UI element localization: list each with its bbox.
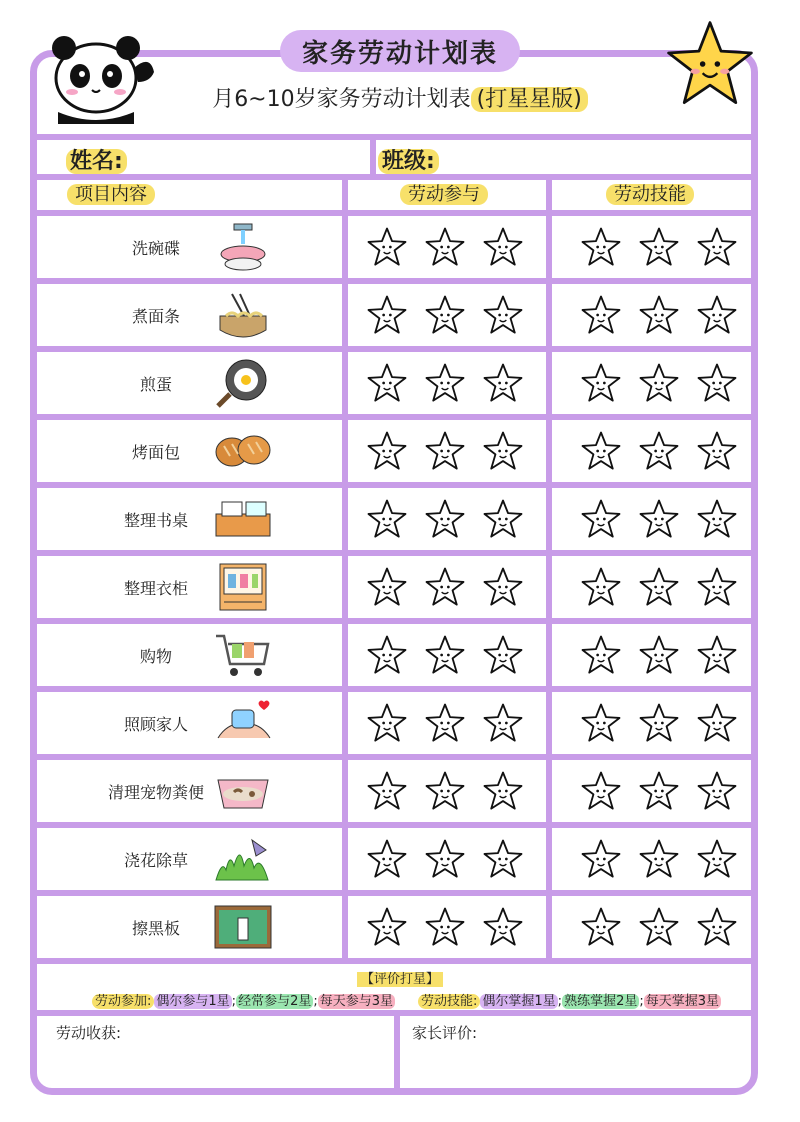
pet-tray-icon	[212, 766, 274, 816]
skill-legend: 劳动技能: 偶尔掌握1星 ; 熟练掌握2星 ; 每天掌握3星	[418, 990, 721, 1009]
skill-star-icon[interactable]	[696, 430, 738, 476]
participation-star-icon[interactable]	[366, 634, 408, 680]
parent-comment-field[interactable]: 家长评价:	[412, 1024, 478, 1042]
participation-star-icon[interactable]	[366, 566, 408, 612]
skill-star-icon[interactable]	[696, 838, 738, 884]
participation-star-icon[interactable]	[482, 566, 524, 612]
info-divider	[370, 140, 376, 174]
task-label: 整理书桌	[123, 511, 188, 530]
participation-star-icon[interactable]	[366, 838, 408, 884]
skill-star-icon[interactable]	[580, 226, 622, 272]
skill-star-icon[interactable]	[696, 634, 738, 680]
panda-icon	[48, 28, 158, 124]
bread-icon	[212, 426, 274, 476]
participation-star-icon[interactable]	[482, 770, 524, 816]
table-row	[36, 624, 754, 692]
skill-stars	[580, 770, 738, 816]
skill-star-icon[interactable]	[696, 566, 738, 612]
participation-star-icon[interactable]	[424, 634, 466, 680]
wardrobe-icon	[212, 562, 274, 612]
participation-stars	[366, 226, 524, 272]
participation-star-icon[interactable]	[482, 838, 524, 884]
skill-stars	[580, 566, 738, 612]
table-row	[36, 488, 754, 556]
smiling-star-icon	[664, 18, 756, 110]
skill-star-icon[interactable]	[696, 702, 738, 748]
participation-star-icon[interactable]	[366, 906, 408, 952]
skill-stars	[580, 906, 738, 952]
skill-star-icon[interactable]	[580, 294, 622, 340]
header-participation: 劳动参与	[342, 180, 546, 206]
participation-stars	[366, 566, 524, 612]
skill-star-icon[interactable]	[696, 498, 738, 544]
caring-hands-icon	[212, 698, 274, 748]
participation-stars	[366, 770, 524, 816]
table-row	[36, 284, 754, 352]
page-title: 家务劳动计划表	[280, 30, 520, 72]
participation-stars	[366, 702, 524, 748]
table-row	[36, 420, 754, 488]
skill-star-icon[interactable]	[638, 294, 680, 340]
participation-stars	[366, 838, 524, 884]
plan-table	[36, 176, 754, 964]
table-header	[36, 176, 754, 216]
participation-star-icon[interactable]	[424, 906, 466, 952]
footer-column-divider	[394, 1016, 400, 1092]
skill-star-icon[interactable]	[580, 702, 622, 748]
skill-stars	[580, 226, 738, 272]
participation-star-icon[interactable]	[366, 430, 408, 476]
task-label: 浇花除草	[123, 851, 188, 870]
participation-star-icon[interactable]	[424, 770, 466, 816]
task-label: 购物	[139, 647, 172, 666]
participation-star-icon[interactable]	[482, 226, 524, 272]
shopping-cart-icon	[212, 630, 274, 680]
table-row	[36, 556, 754, 624]
blackboard-icon	[212, 902, 274, 952]
table-row	[36, 352, 754, 420]
dish-washing-icon	[212, 222, 274, 272]
participation-stars	[366, 906, 524, 952]
participation-stars	[366, 634, 524, 680]
skill-star-icon[interactable]	[696, 226, 738, 272]
task-label: 洗碗碟	[131, 239, 180, 258]
participation-star-icon[interactable]	[366, 362, 408, 408]
participation-star-icon[interactable]	[424, 498, 466, 544]
skill-stars	[580, 634, 738, 680]
participation-star-icon[interactable]	[366, 770, 408, 816]
harvest-field[interactable]: 劳动收获:	[56, 1024, 122, 1042]
table-row	[36, 692, 754, 760]
skill-star-icon[interactable]	[696, 362, 738, 408]
skill-stars	[580, 498, 738, 544]
skill-star-icon[interactable]	[580, 770, 622, 816]
desk-books-icon	[212, 494, 274, 544]
table-row	[36, 760, 754, 828]
table-row	[36, 896, 754, 964]
table-body	[36, 216, 754, 964]
skill-stars	[580, 362, 738, 408]
skill-star-icon[interactable]	[580, 838, 622, 884]
participation-stars	[366, 430, 524, 476]
task-label: 清理宠物粪便	[107, 783, 204, 802]
task-label: 烤面包	[131, 443, 180, 462]
participation-star-icon[interactable]	[366, 498, 408, 544]
page-subtitle	[200, 82, 600, 113]
fried-egg-pan-icon	[212, 358, 274, 408]
skill-star-icon[interactable]	[638, 770, 680, 816]
participation-star-icon[interactable]	[482, 906, 524, 952]
participation-star-icon[interactable]	[424, 294, 466, 340]
skill-stars	[580, 838, 738, 884]
class-field[interactable]	[378, 144, 439, 175]
evaluation-title: 【评价打星】	[340, 968, 460, 987]
skill-star-icon[interactable]	[638, 226, 680, 272]
participation-star-icon[interactable]	[366, 226, 408, 272]
participation-star-icon[interactable]	[366, 294, 408, 340]
participation-star-icon[interactable]	[482, 634, 524, 680]
skill-star-icon[interactable]	[638, 362, 680, 408]
skill-star-icon[interactable]	[638, 634, 680, 680]
task-label: 整理衣柜	[123, 579, 188, 598]
skill-star-icon[interactable]	[580, 906, 622, 952]
participation-legend: 劳动参加: 偶尔参与1星 ; 经常参与2星 ; 每天参与3星	[92, 990, 395, 1009]
skill-stars	[580, 294, 738, 340]
participation-stars	[366, 498, 524, 544]
subtitle-text: 月6~10岁家务劳动计划表	[212, 87, 471, 112]
class-label: 班级:	[378, 149, 439, 174]
skill-star-icon[interactable]	[580, 634, 622, 680]
name-field[interactable]	[66, 144, 127, 175]
participation-star-icon[interactable]	[424, 362, 466, 408]
table-row	[36, 216, 754, 284]
skill-star-icon[interactable]	[580, 566, 622, 612]
skill-star-icon[interactable]	[696, 770, 738, 816]
skill-star-icon[interactable]	[638, 906, 680, 952]
header-skill: 劳动技能	[546, 180, 754, 206]
participation-star-icon[interactable]	[424, 566, 466, 612]
skill-star-icon[interactable]	[696, 294, 738, 340]
participation-stars	[366, 362, 524, 408]
skill-stars	[580, 702, 738, 748]
skill-star-icon[interactable]	[638, 498, 680, 544]
watering-grass-icon	[212, 834, 274, 884]
skill-star-icon[interactable]	[580, 430, 622, 476]
noodle-pot-icon	[212, 290, 274, 340]
participation-star-icon[interactable]	[482, 362, 524, 408]
task-label: 煎蛋	[139, 375, 172, 394]
participation-star-icon[interactable]	[424, 430, 466, 476]
task-label: 照顾家人	[123, 715, 188, 734]
skill-star-icon[interactable]	[696, 906, 738, 952]
participation-star-icon[interactable]	[424, 226, 466, 272]
skill-star-icon[interactable]	[638, 566, 680, 612]
participation-star-icon[interactable]	[482, 498, 524, 544]
skill-star-icon[interactable]	[580, 498, 622, 544]
skill-stars	[580, 430, 738, 476]
participation-star-icon[interactable]	[366, 702, 408, 748]
name-label: 姓名:	[66, 149, 127, 174]
participation-star-icon[interactable]	[482, 702, 524, 748]
skill-star-icon[interactable]	[638, 430, 680, 476]
student-info-row	[36, 134, 754, 180]
task-label: 擦黑板	[131, 919, 180, 938]
participation-star-icon[interactable]	[424, 702, 466, 748]
participation-star-icon[interactable]	[482, 294, 524, 340]
participation-star-icon[interactable]	[424, 838, 466, 884]
table-row	[36, 828, 754, 896]
skill-star-icon[interactable]	[638, 702, 680, 748]
subtitle-tag: (打星星版)	[471, 87, 588, 112]
participation-star-icon[interactable]	[482, 430, 524, 476]
skill-star-icon[interactable]	[638, 838, 680, 884]
skill-star-icon[interactable]	[580, 362, 622, 408]
task-label: 煮面条	[131, 307, 180, 326]
header-task: 项目内容	[36, 180, 186, 206]
participation-stars	[366, 294, 524, 340]
